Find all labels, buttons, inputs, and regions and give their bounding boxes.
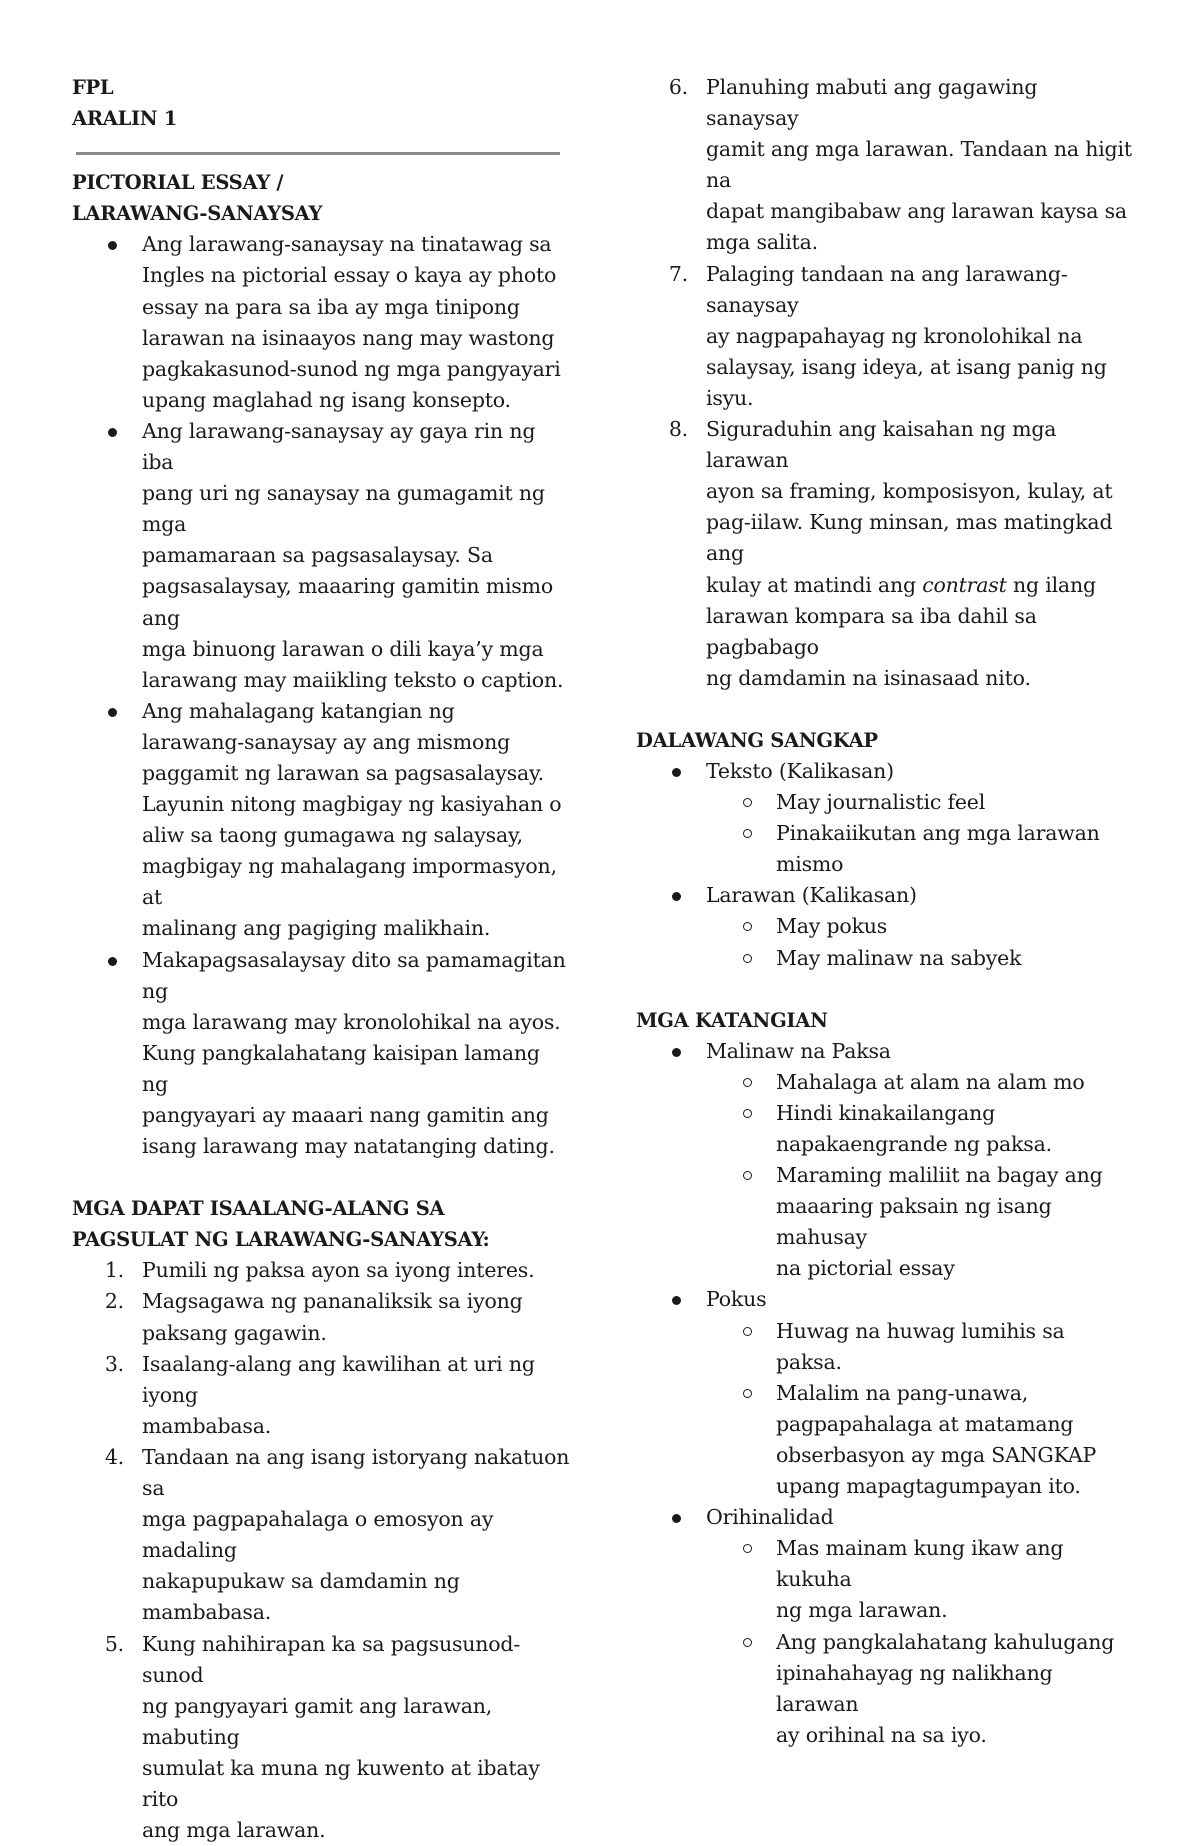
left-column <box>72 72 572 1846</box>
text-line: mismo <box>776 849 1136 880</box>
text-line: sumulat ka muna ng kuwento at ibatay rito <box>142 1753 572 1815</box>
bullet-item <box>636 1036 1136 1067</box>
text-line: ang mga larawan. <box>142 1815 572 1846</box>
text-line: larawang-sanaysay ay ang mismong <box>142 727 572 758</box>
text-line: Isaalang-alang ang kawilihan at uri ng iyong <box>142 1349 572 1411</box>
item-number: 3. <box>92 1349 124 1380</box>
bullet-dot-icon <box>672 768 681 777</box>
bullet-item <box>636 1284 1136 1315</box>
text-line: ng pangyayari gamit ang larawan, mabuting <box>142 1691 572 1753</box>
sub-bullet-item <box>636 1067 1136 1098</box>
bullet-item <box>636 756 1136 787</box>
emphasized-term: contrast <box>922 573 1006 597</box>
sub-bullet-item <box>636 1378 1136 1502</box>
text-line: mga pagpapahalaga o emosyon ay madaling <box>142 1504 572 1566</box>
katangian-list <box>636 1036 1136 1751</box>
numbered-item <box>72 1442 572 1629</box>
text-line: gamit ang mga larawan. Tandaan na higit na <box>706 134 1136 196</box>
text-line: obserbasyon ay mga SANGKAP <box>776 1440 1136 1471</box>
bullet-label: Larawan (Kalikasan) <box>706 880 1136 911</box>
text-line: ng mga larawan. <box>776 1595 1136 1626</box>
text-fragment: ng ilang <box>1007 573 1096 597</box>
text-line: May pokus <box>776 911 1136 942</box>
sub-bullet-item <box>636 1098 1136 1160</box>
text-line: larawan na isinaayos nang may wastong <box>142 323 572 354</box>
text-line: Tandaan na ang isang istoryang nakatuon sa <box>142 1442 572 1504</box>
text-line: Ang mahalagang katangian ng <box>142 696 572 727</box>
text-line: Maraming maliliit na bagay ang <box>776 1160 1136 1191</box>
bullet-item <box>636 1502 1136 1533</box>
text-line: ay nagpapahayag ng kronolohikal na <box>706 321 1136 352</box>
text-line: Ang larawang-sanaysay na tinatawag sa <box>142 229 572 260</box>
hollow-circle-bullet-icon <box>743 1389 752 1398</box>
text-line: mga larawang may kronolohikal na ayos. <box>142 1007 572 1038</box>
text-line: pagpapahalaga at matamang <box>776 1409 1136 1440</box>
text-line: mga salita. <box>706 227 1136 258</box>
text-line: Mahalaga at alam na alam mo <box>776 1067 1136 1098</box>
text-line: Hindi kinakailangang <box>776 1098 1136 1129</box>
hollow-circle-bullet-icon <box>743 1544 752 1553</box>
item-number: 4. <box>92 1442 124 1473</box>
bullet-dot-icon <box>672 1296 681 1305</box>
section-heading-dapat-2: PAGSULAT NG LARAWANG-SANAYSAY: <box>72 1224 572 1255</box>
bullet-dot-icon <box>672 1514 681 1523</box>
text-line: Ingles na pictorial essay o kaya ay photo <box>142 260 572 291</box>
item-number: 6. <box>656 72 688 103</box>
bullet-item <box>636 880 1136 911</box>
text-line: pag-iilaw. Kung minsan, mas matingkad ang <box>706 507 1136 569</box>
text-line: pamamaraan sa pagsasalaysay. Sa <box>142 540 572 571</box>
section-heading-pictorial-2: LARAWANG-SANAYSAY <box>72 198 572 229</box>
hollow-circle-bullet-icon <box>743 829 752 838</box>
text-line: malinang ang pagiging malikhain. <box>142 913 572 944</box>
bullet-item <box>72 416 572 696</box>
hollow-circle-bullet-icon <box>743 1109 752 1118</box>
numbered-item <box>72 1255 572 1286</box>
text-line: pagkakasunod-sunod ng mga pangyayari <box>142 354 572 385</box>
bullet-dot-icon <box>672 892 681 901</box>
bullet-label: Malinaw na Paksa <box>706 1036 1136 1067</box>
text-line: ay orihinal na sa iyo. <box>776 1720 1136 1751</box>
text-line: aliw sa taong gumagawa ng salaysay, <box>142 820 572 851</box>
hollow-circle-bullet-icon <box>743 1638 752 1647</box>
section-heading-dapat: MGA DAPAT ISAALANG-ALANG SA <box>72 1193 572 1224</box>
sub-bullet-item <box>636 943 1136 974</box>
section-heading-pictorial: PICTORIAL ESSAY / <box>72 167 572 198</box>
bullet-label: Orihinalidad <box>706 1502 1136 1533</box>
text-line: nakapupukaw sa damdamin ng mambabasa. <box>142 1566 572 1628</box>
text-line: May malinaw na sabyek <box>776 943 1136 974</box>
dapat-numbered-list-right <box>636 72 1136 694</box>
text-line <box>706 570 1136 601</box>
text-line: paksang gagawin. <box>142 1318 572 1349</box>
section-heading-katangian: MGA KATANGIAN <box>636 1005 1136 1036</box>
numbered-item <box>72 1629 572 1846</box>
text-line: dapat mangibabaw ang larawan kaysa sa <box>706 196 1136 227</box>
bullet-dot-icon <box>108 957 117 966</box>
text-line: Siguraduhin ang kaisahan ng mga larawan <box>706 414 1136 476</box>
item-number: 5. <box>92 1629 124 1660</box>
bullet-dot-icon <box>108 241 117 250</box>
text-line: Kung pangkalahatang kaisipan lamang ng <box>142 1038 572 1100</box>
text-line: upang mapagtagumpayan ito. <box>776 1471 1136 1502</box>
item-number: 7. <box>656 259 688 290</box>
hollow-circle-bullet-icon <box>743 1327 752 1336</box>
hollow-circle-bullet-icon <box>743 1171 752 1180</box>
text-line: Kung nahihirapan ka sa pagsusunod-sunod <box>142 1629 572 1691</box>
sub-bullet-item <box>636 911 1136 942</box>
item-number: 2. <box>92 1286 124 1317</box>
bullet-label: Teksto (Kalikasan) <box>706 756 1136 787</box>
text-line: salaysay, isang ideya, at isang panig ng isyu. <box>706 352 1136 414</box>
bullet-item <box>72 945 572 1163</box>
text-line: Huwag na huwag lumihis sa paksa. <box>776 1316 1136 1378</box>
text-line: ipinahahayag ng nalikhang larawan <box>776 1658 1136 1720</box>
text-line: magbigay ng mahalagang impormasyon, at <box>142 851 572 913</box>
course-code: FPL <box>72 72 572 103</box>
text-line: Mas mainam kung ikaw ang kukuha <box>776 1533 1136 1595</box>
hollow-circle-bullet-icon <box>743 798 752 807</box>
text-line: mambabasa. <box>142 1411 572 1442</box>
numbered-item <box>72 1286 572 1348</box>
text-line: pangyayari ay maaari nang gamitin ang <box>142 1100 572 1131</box>
text-line: paggamit ng larawan sa pagsasalaysay. <box>142 758 572 789</box>
text-fragment: kulay at matindi ang <box>706 573 922 597</box>
text-line: Magsagawa ng pananaliksik sa iyong <box>142 1286 572 1317</box>
text-line: mga binuong larawan o dili kaya’y mga <box>142 634 572 665</box>
text-line: Ang larawang-sanaysay ay gaya rin ng iba <box>142 416 572 478</box>
numbered-item <box>72 1349 572 1442</box>
text-line: upang maglahad ng isang konsepto. <box>142 385 572 416</box>
text-line: Ang pangkalahatang kahulugang <box>776 1627 1136 1658</box>
sangkap-list <box>636 756 1136 974</box>
right-column <box>636 72 1136 1751</box>
text-line: Layunin nitong magbigay ng kasiyahan o <box>142 789 572 820</box>
text-line: Pinakaiikutan ang mga larawan <box>776 818 1136 849</box>
horizontal-divider <box>76 152 560 155</box>
text-line: isang larawang may natatanging dating. <box>142 1131 572 1162</box>
bullet-dot-icon <box>672 1048 681 1057</box>
text-line: May journalistic feel <box>776 787 1136 818</box>
text-line: ayon sa framing, komposisyon, kulay, at <box>706 476 1136 507</box>
text-line: maaaring paksain ng isang mahusay <box>776 1191 1136 1253</box>
text-line: Planuhing mabuti ang gagawing sanaysay <box>706 72 1136 134</box>
text-line: pang uri ng sanaysay na gumagamit ng mga <box>142 478 572 540</box>
text-line: Palaging tandaan na ang larawang-sanaysay <box>706 259 1136 321</box>
text-line: larawan kompara sa iba dahil sa pagbabago <box>706 601 1136 663</box>
text-line: larawang may maiikling teksto o caption. <box>142 665 572 696</box>
pictorial-bullet-list <box>72 229 572 1162</box>
hollow-circle-bullet-icon <box>743 954 752 963</box>
text-line: Malalim na pang-unawa, <box>776 1378 1136 1409</box>
bullet-label: Pokus <box>706 1284 1136 1315</box>
numbered-item <box>636 414 1136 694</box>
numbered-item <box>636 259 1136 414</box>
hollow-circle-bullet-icon <box>743 922 752 931</box>
item-number: 8. <box>656 414 688 445</box>
text-line: pagsasalaysay, maaaring gamitin mismo ang <box>142 571 572 633</box>
text-line: na pictorial essay <box>776 1253 1136 1284</box>
hollow-circle-bullet-icon <box>743 1078 752 1087</box>
item-number: 1. <box>92 1255 124 1286</box>
dapat-numbered-list-left <box>72 1255 572 1846</box>
sub-bullet-item <box>636 1533 1136 1626</box>
text-line: napakaengrande ng paksa. <box>776 1129 1136 1160</box>
bullet-item <box>72 696 572 945</box>
sub-bullet-item <box>636 1316 1136 1378</box>
lesson-number: ARALIN 1 <box>72 103 572 134</box>
bullet-dot-icon <box>108 428 117 437</box>
sub-bullet-item <box>636 818 1136 880</box>
numbered-item <box>636 72 1136 259</box>
text-line: ng damdamin na isinasaad nito. <box>706 663 1136 694</box>
sub-bullet-item <box>636 1627 1136 1751</box>
section-heading-sangkap: DALAWANG SANGKAP <box>636 725 1136 756</box>
text-line: Makapagsasalaysay dito sa pamamagitan ng <box>142 945 572 1007</box>
sub-bullet-item <box>636 1160 1136 1284</box>
text-line: Pumili ng paksa ayon sa iyong interes. <box>142 1255 572 1286</box>
text-line: essay na para sa iba ay mga tinipong <box>142 292 572 323</box>
bullet-item <box>72 229 572 416</box>
sub-bullet-item <box>636 787 1136 818</box>
bullet-dot-icon <box>108 708 117 717</box>
